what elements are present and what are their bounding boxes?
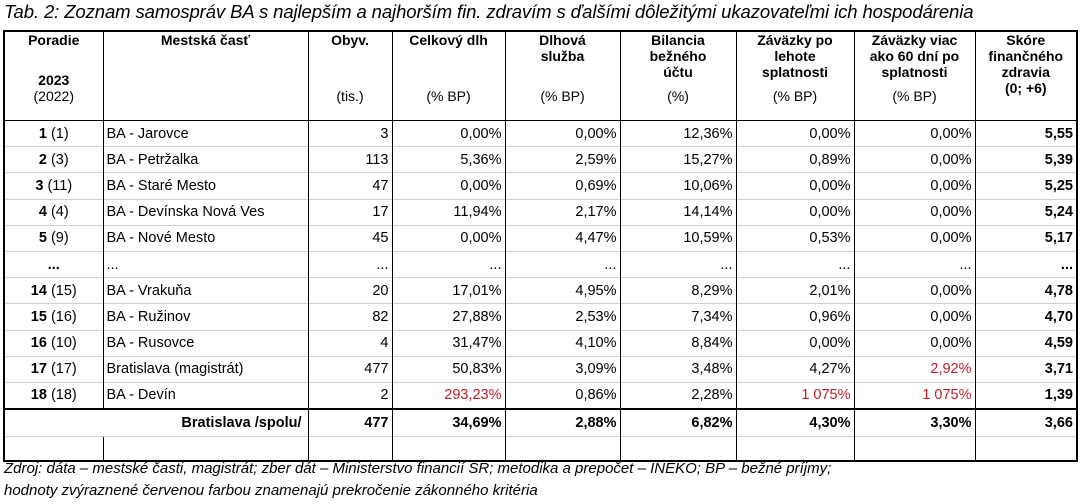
population-cell: 47 — [308, 173, 392, 199]
municipality-name: ... — [103, 251, 308, 277]
municipality-name: BA - Jarovce — [103, 121, 308, 147]
rank-previous: (18) — [50, 387, 77, 404]
score-cell: 5,39 — [975, 147, 1077, 173]
header-bilancia — [620, 31, 736, 121]
header-zavazky60-title2: ako 60 dní po — [869, 48, 960, 64]
header-bilancia-title3: účtu — [663, 64, 693, 80]
score-cell: 4,59 — [975, 330, 1077, 356]
municipality-name: BA - Ružinov — [103, 304, 308, 330]
total-score: 3,66 — [975, 409, 1077, 437]
rank-current: 5 — [38, 230, 47, 247]
header-dlh-unit: (% BP) — [426, 88, 471, 104]
municipality-name: BA - Devín — [103, 382, 308, 409]
overdue-60-cell: 0,00% — [854, 147, 975, 173]
debt-cell: 0,00% — [392, 173, 505, 199]
population-cell: 3 — [308, 121, 392, 147]
score-cell: 5,24 — [975, 199, 1077, 225]
overdue-cell: 0,00% — [736, 121, 854, 147]
population-cell: 477 — [308, 356, 392, 382]
header-bilancia-unit: (%) — [667, 88, 689, 104]
rank-current: 3 — [35, 177, 44, 194]
rank-current: 4 — [38, 204, 47, 221]
header-sluzba-title1: Dlhová — [539, 32, 586, 48]
rank-previous: (9) — [50, 230, 69, 247]
rank-cell — [4, 278, 103, 304]
debt-service-cell: 4,95% — [505, 278, 620, 304]
rank-cell — [4, 199, 103, 225]
header-zavazky60-title1: Záväzky viac — [871, 32, 958, 48]
table-row — [4, 330, 1077, 356]
rank-cell — [4, 356, 103, 382]
municipality-name: BA - Devínska Nová Ves — [103, 199, 308, 225]
header-sluzba-unit: (% BP) — [540, 88, 585, 104]
rank-cell — [4, 173, 103, 199]
score-cell: 5,55 — [975, 121, 1077, 147]
finance-table — [3, 30, 1078, 462]
header-dlh — [392, 31, 505, 121]
overdue-60-cell: 0,00% — [854, 199, 975, 225]
rank-cell — [4, 121, 103, 147]
balance-cell: 8,29% — [620, 278, 736, 304]
overdue-60-cell: 2,92% — [854, 356, 975, 382]
rank-current: 2 — [38, 151, 47, 168]
municipality-name: BA - Vrakuňa — [103, 278, 308, 304]
debt-service-cell: ... — [505, 251, 620, 277]
balance-cell: 10,59% — [620, 225, 736, 251]
overdue-60-cell: 0,00% — [854, 278, 975, 304]
header-obyv-unit: (tis.) — [336, 88, 364, 104]
overdue-cell: 0,53% — [736, 225, 854, 251]
rank-previous: (15) — [50, 282, 77, 299]
table-row — [4, 173, 1077, 199]
municipality-name: BA - Staré Mesto — [103, 173, 308, 199]
overdue-cell: 4,27% — [736, 356, 854, 382]
header-poradie-year: 2023 — [38, 72, 70, 88]
score-cell: 5,25 — [975, 173, 1077, 199]
balance-cell: 15,27% — [620, 147, 736, 173]
header-zavazky60-unit: (% BP) — [892, 88, 937, 104]
population-cell: 45 — [308, 225, 392, 251]
rank-cell — [4, 304, 103, 330]
debt-service-cell: 0,00% — [505, 121, 620, 147]
header-skore-title2: finančného — [988, 48, 1064, 64]
overdue-60-cell: 0,00% — [854, 225, 975, 251]
balance-cell: 10,06% — [620, 173, 736, 199]
overdue-cell: 0,00% — [736, 330, 854, 356]
table-row — [4, 382, 1077, 409]
balance-cell: 7,34% — [620, 304, 736, 330]
rank-previous: (1) — [50, 125, 69, 142]
source-line-2: hodnoty zvýraznené červenou farbou znamenajú prekročenie zákonného kritéria — [4, 482, 538, 499]
header-row — [4, 31, 1077, 121]
header-poradie — [4, 31, 103, 121]
rank-cell — [4, 382, 103, 409]
debt-cell: 27,88% — [392, 304, 505, 330]
rank-previous: (11) — [47, 177, 73, 194]
debt-service-cell: 3,09% — [505, 356, 620, 382]
table-row — [4, 121, 1077, 147]
overdue-cell: 0,00% — [736, 199, 854, 225]
header-skore — [975, 31, 1077, 121]
score-cell: 4,78 — [975, 278, 1077, 304]
municipality-name: BA - Rusovce — [103, 330, 308, 356]
debt-service-cell: 0,69% — [505, 173, 620, 199]
debt-cell: 11,94% — [392, 199, 505, 225]
table-body — [4, 121, 1077, 462]
overdue-cell: 0,96% — [736, 304, 854, 330]
header-zavazky-title2: lehote — [774, 48, 816, 64]
header-mc-title: Mestská časť — [160, 32, 251, 48]
overdue-60-cell: 0,00% — [854, 121, 975, 147]
municipality-name: BA - Nové Mesto — [103, 225, 308, 251]
header-sluzba — [505, 31, 620, 121]
header-skore-title3: zdravia — [1001, 64, 1050, 80]
total-label: Bratislava /spolu/ — [4, 409, 308, 437]
debt-cell: 50,83% — [392, 356, 505, 382]
score-cell: 5,17 — [975, 225, 1077, 251]
header-mestska-cast — [103, 31, 308, 121]
overdue-60-cell: ... — [854, 251, 975, 277]
rank-cell — [4, 225, 103, 251]
overdue-60-cell: 1 075% — [854, 382, 975, 409]
score-cell: ... — [975, 251, 1077, 277]
source-note — [4, 458, 831, 502]
score-cell: 4,70 — [975, 304, 1077, 330]
overdue-cell: 0,00% — [736, 173, 854, 199]
debt-cell: 5,36% — [392, 147, 505, 173]
population-cell: 82 — [308, 304, 392, 330]
header-zavazky60 — [854, 31, 975, 121]
population-cell: 17 — [308, 199, 392, 225]
header-obyv-title: Obyv. — [331, 32, 369, 48]
population-cell: 4 — [308, 330, 392, 356]
balance-cell: 2,28% — [620, 382, 736, 409]
total-overdue-60: 3,30% — [854, 409, 975, 437]
debt-cell: 31,47% — [392, 330, 505, 356]
header-zavazky-title1: Záväzky po — [757, 32, 833, 48]
header-zavazky-unit: (% BP) — [772, 88, 818, 104]
rank-cell — [4, 147, 103, 173]
overdue-cell: 1 075% — [736, 382, 854, 409]
header-sluzba-title2: služba — [540, 48, 585, 64]
overdue-cell: 0,89% — [736, 147, 854, 173]
balance-cell: 12,36% — [620, 121, 736, 147]
header-obyv — [308, 31, 392, 121]
rank-current: 14 — [30, 282, 47, 299]
table-caption: Tab. 2: Zoznam samospráv BA s najlepším a najhorším fin. zdravím s ďalšími dôležitými ukazovateľmi ich hospodárenia — [4, 1, 974, 22]
overdue-60-cell: 0,00% — [854, 304, 975, 330]
score-cell: 3,71 — [975, 356, 1077, 382]
debt-service-cell: 4,47% — [505, 225, 620, 251]
spacer-cell — [975, 437, 1077, 462]
debt-service-cell: 2,53% — [505, 304, 620, 330]
header-zavazky-title3: splatnosti — [761, 64, 829, 80]
header-poradie-prev: (2022) — [33, 88, 74, 104]
header-poradie-title: Poradie — [28, 32, 80, 48]
municipality-name: Bratislava (magistrát) — [103, 356, 308, 382]
balance-cell: 3,48% — [620, 356, 736, 382]
header-bilancia-title1: Bilancia — [651, 32, 705, 48]
rank-previous: (10) — [50, 335, 77, 352]
header-skore-unit: (0; +6) — [1004, 80, 1047, 96]
overdue-cell: ... — [736, 251, 854, 277]
total-population: 477 — [308, 409, 392, 437]
header-zavazky — [736, 31, 854, 121]
population-cell: 2 — [308, 382, 392, 409]
balance-cell: ... — [620, 251, 736, 277]
rank-previous: (3) — [50, 151, 69, 168]
table-row — [4, 225, 1077, 251]
rank-current: 1 — [38, 125, 47, 142]
total-debt-service: 2,88% — [505, 409, 620, 437]
overdue-cell: 2,01% — [736, 278, 854, 304]
debt-cell: 0,00% — [392, 225, 505, 251]
table-row — [4, 147, 1077, 173]
balance-cell: 8,84% — [620, 330, 736, 356]
municipality-name: BA - Petržalka — [103, 147, 308, 173]
balance-cell: 14,14% — [620, 199, 736, 225]
rank-current: 18 — [30, 387, 47, 404]
rank-previous: (17) — [50, 361, 77, 378]
debt-cell: 17,01% — [392, 278, 505, 304]
total-overdue: 4,30% — [736, 409, 854, 437]
population-cell: ... — [308, 251, 392, 277]
rank-previous: (4) — [50, 204, 69, 221]
table-row — [4, 251, 1077, 277]
rank-previous: (16) — [50, 308, 77, 325]
header-zavazky60-title3: splatnosti — [881, 64, 948, 80]
total-debt: 34,69% — [392, 409, 505, 437]
debt-service-cell: 2,17% — [505, 199, 620, 225]
debt-cell: 293,23% — [392, 382, 505, 409]
spacer-cell — [854, 437, 975, 462]
debt-cell: 0,00% — [392, 121, 505, 147]
rank-cell — [4, 330, 103, 356]
table-row — [4, 356, 1077, 382]
population-cell: 113 — [308, 147, 392, 173]
rank-current: 17 — [30, 361, 47, 378]
table-row — [4, 199, 1077, 225]
source-line-1: Zdroj: dáta – mestské časti, magistrát; zber dát – Ministerstvo financií SR; metodika a prepočet – INEKO; BP – bežné príjmy; — [4, 460, 832, 477]
total-balance: 6,82% — [620, 409, 736, 437]
rank-current: ... — [47, 256, 60, 273]
total-row — [4, 409, 1077, 437]
overdue-60-cell: 0,00% — [854, 173, 975, 199]
score-cell: 1,39 — [975, 382, 1077, 409]
header-skore-title1: Skóre — [1006, 32, 1046, 48]
table-row — [4, 304, 1077, 330]
debt-service-cell: 2,59% — [505, 147, 620, 173]
header-bilancia-title2: bežného — [649, 48, 707, 64]
debt-service-cell: 4,10% — [505, 330, 620, 356]
rank-cell — [4, 251, 103, 277]
table-row — [4, 278, 1077, 304]
rank-current: 15 — [30, 308, 47, 325]
header-dlh-title: Celkový dlh — [409, 32, 488, 48]
debt-cell: ... — [392, 251, 505, 277]
rank-current: 16 — [30, 335, 47, 352]
overdue-60-cell: 0,00% — [854, 330, 975, 356]
population-cell: 20 — [308, 278, 392, 304]
debt-service-cell: 0,86% — [505, 382, 620, 409]
